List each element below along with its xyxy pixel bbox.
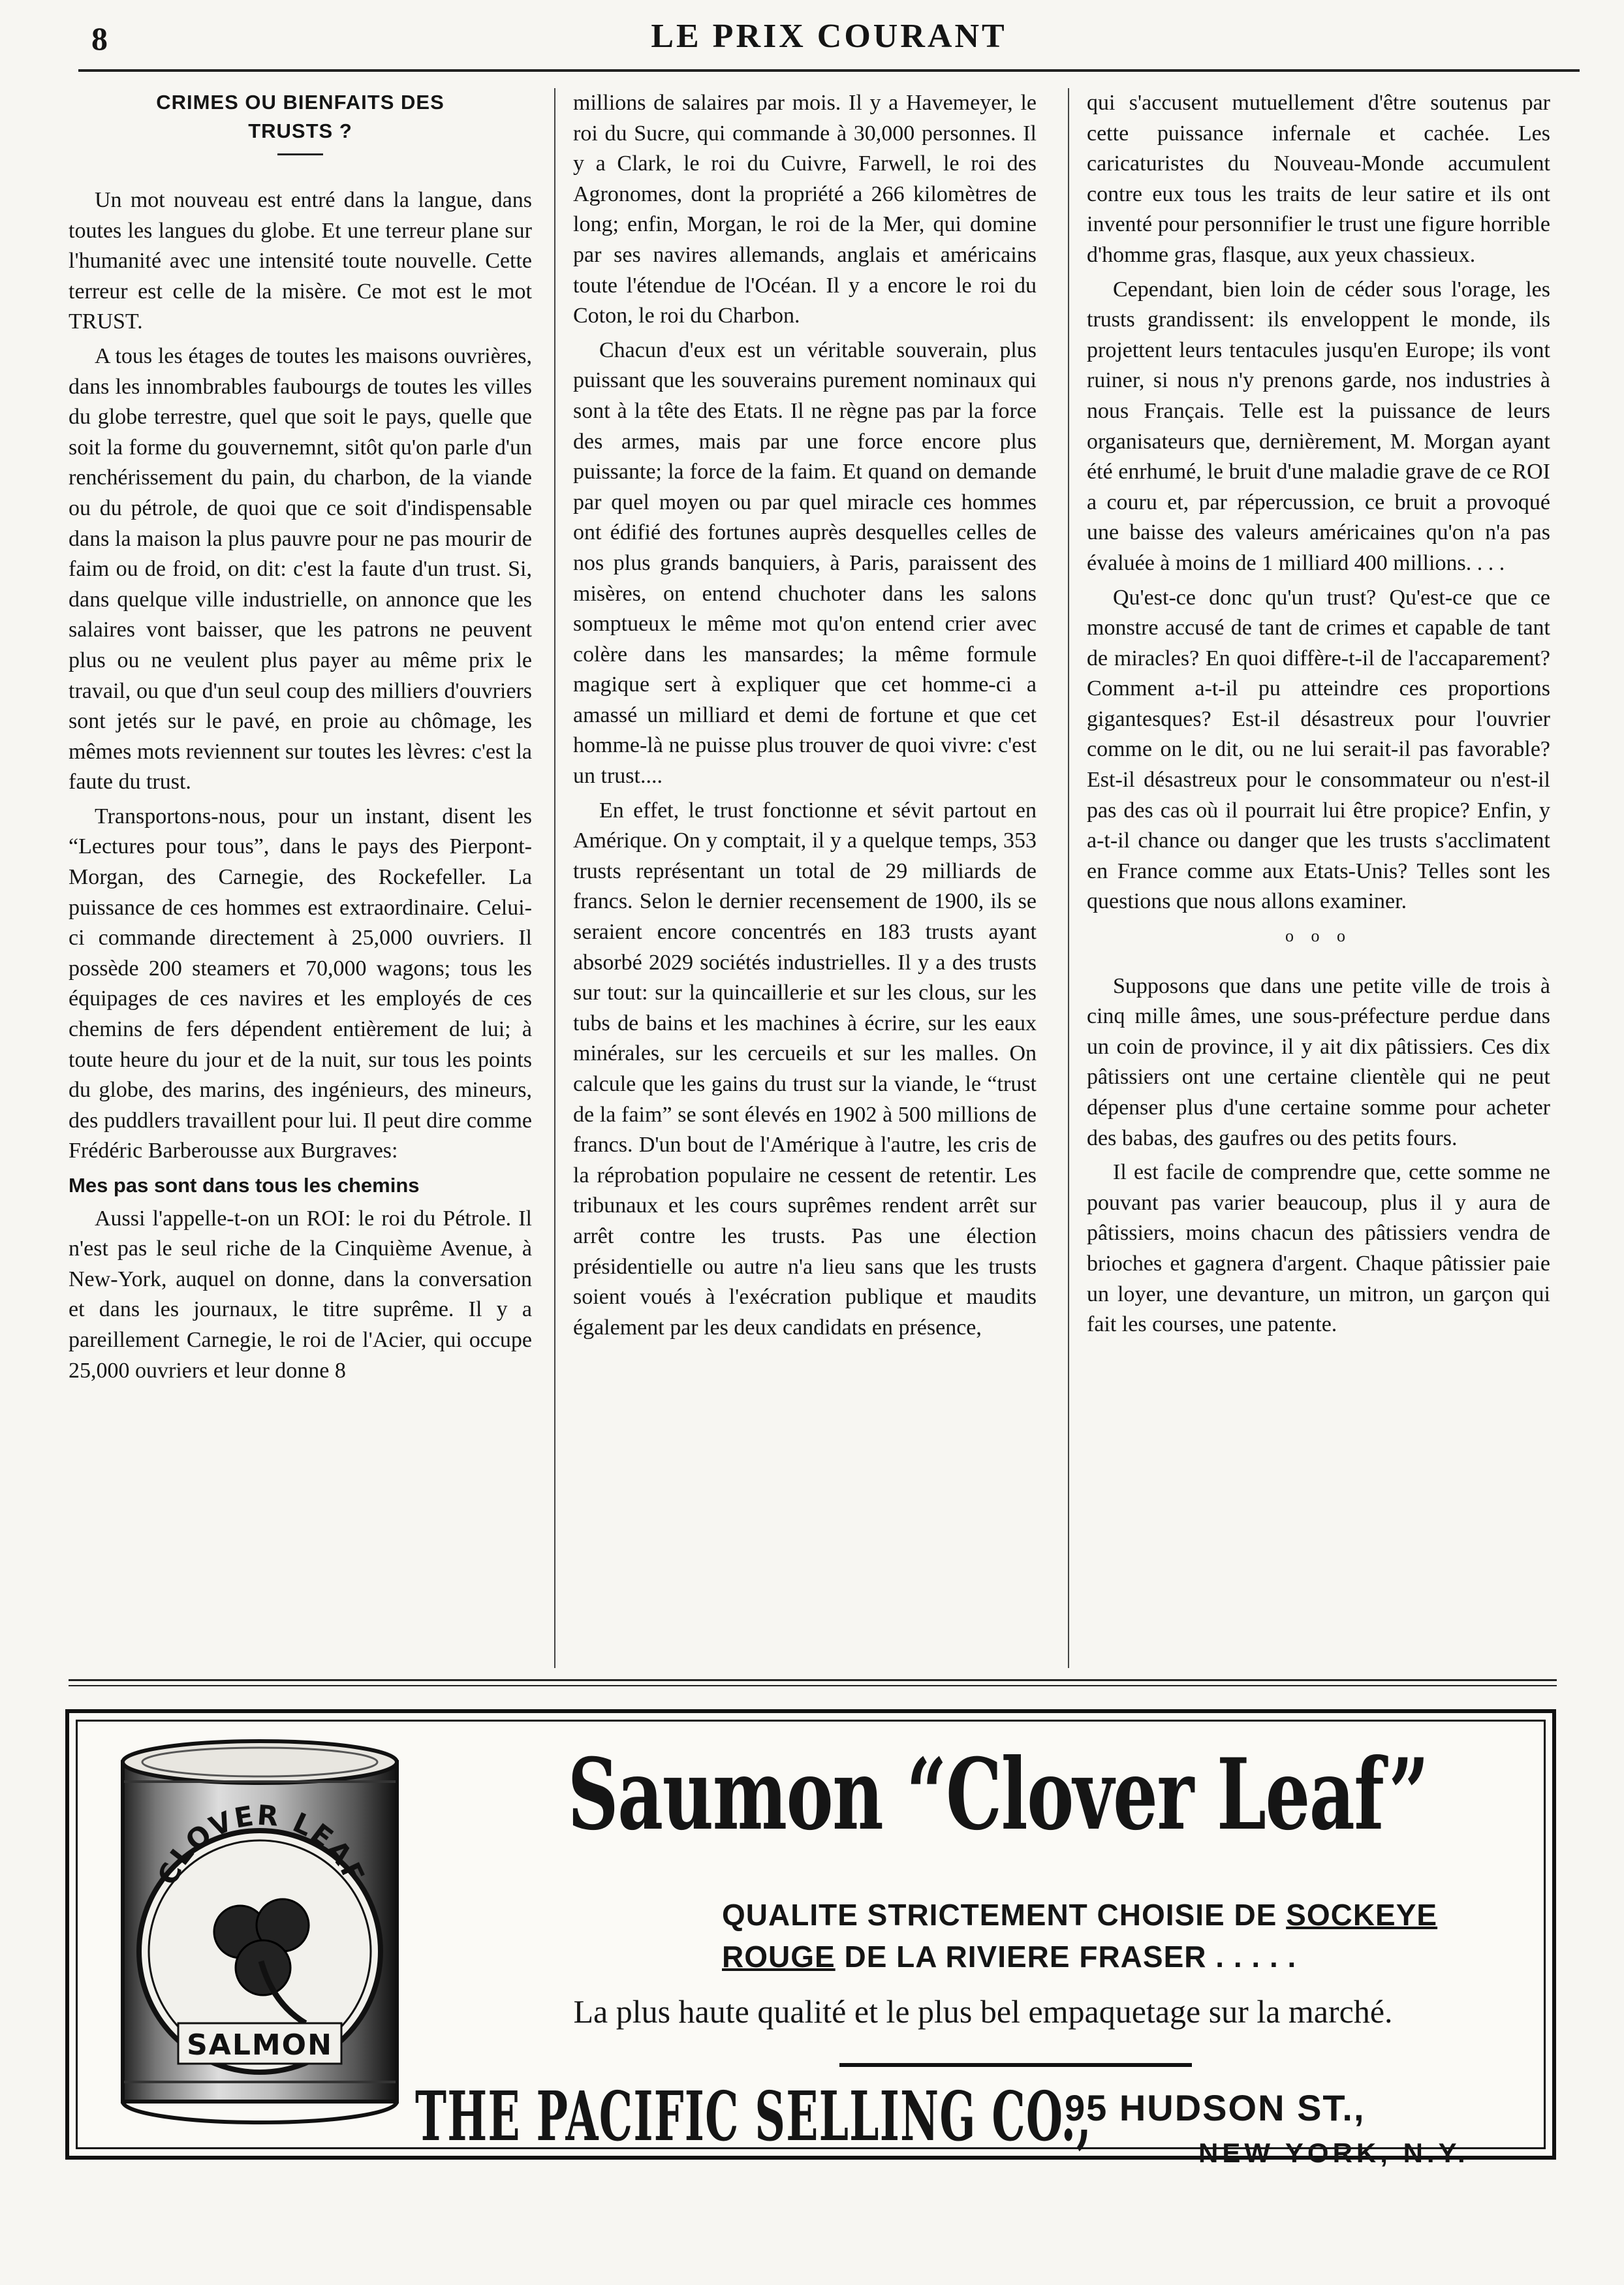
- ad-tagline: La plus haute qualité et le plus bel empaquetage sur la marché.: [573, 1993, 1393, 2030]
- ad-quality-text: QUALITE STRICTEMENT CHOISIE DE: [722, 1898, 1287, 1932]
- paragraph: En effet, le trust fonctionne et sévit partout en Amérique. On y comptait, il y a quelque temps, 353 trusts représentant un total de 29 milliards de francs. Selon le dernier recensement de 1900, ils se seraient encore concentrés en 183 trusts ayant absorbé 2029 sociétés industrielles. Il y a des trusts sur tout: sur la quincaillerie et sur les clous, sur les tubs de bains et les machines à écrire, sur les eaux minérales, sur les cercueils et sur les malles. On calcule que les gains du trust sur la viande, le “trust de la faim” se sont élevés en 1902 à 500 millions de francs. D'un bout de l'Amérique à l'autre, les cris de la réprobation populaire ne cessent de retentir. Les tribunaux et les cours suprêmes rendent arrêt sur arrêt contre les trusts. Pas une élection présidentielle ou autre n'a lieu sans que les trusts soient voués à l'exécration publique et maudits également par les deux candidats en présence,: [573, 798, 1037, 1340]
- quote-subhead: Mes pas sont dans tous les chemins: [69, 1174, 420, 1197]
- ad-sockeye-word: SOCKEYE: [1286, 1898, 1438, 1932]
- title-rule: [277, 153, 323, 155]
- article-title: [69, 88, 532, 146]
- ad-street-address: 95 HUDSON ST.,: [1065, 2087, 1366, 2128]
- ad-company-name: THE PACIFIC SELLING CO.,: [415, 2076, 1092, 2156]
- salmon-can-illustration: [110, 1736, 410, 2128]
- can-label-top: CLOVER LEAF: [151, 1799, 372, 1890]
- paragraph: Il est facile de comprendre que, cette somme ne pouvant pas varier beaucoup, plus il y aura de pâtissiers, moins chacun des pâtissiers vendra de brioches et gagnera d'argent. Chaque pâtissier paie un loyer, une devanture, un mitron, un garçon qui fait les courses, une patente.: [1087, 1160, 1550, 1337]
- ad-river-text: DE LA RIVIERE FRASER . . . . .: [835, 1940, 1297, 1974]
- advertisement: [65, 1709, 1556, 2168]
- article-title-line-1: CRIMES OU BIENFAITS DES: [156, 91, 445, 114]
- paragraph: qui s'accusent mutuellement d'être soutenus par cette puissance infernale et cachée. Les caricaturistes du Nouveau-Monde accumulent contre eux tous les traits de leur satire et ils ont inventé pour personnifier le trust une figure horrible d'homme gras, flasque, aux yeux chassieux.: [1087, 91, 1550, 267]
- paragraph: Aussi l'appelle-t-on un ROI: le roi du Pétrole. Il n'est pas le seul riche de la Cinquième Avenue, à New-York, auquel on donne, dans la conversation et dans les journaux, le titre suprême. Il y a pareillement Carnegie, le roi de l'Acier, qui occupe 25,000 ouvriers et leur donne 8: [69, 1206, 532, 1383]
- can-label-bottom: SALMON: [187, 2028, 333, 2062]
- ad-headline: Saumon “Clover Leaf”: [567, 1737, 1429, 1852]
- ad-rule: [839, 2063, 1192, 2067]
- article-column-3: [1087, 88, 1550, 1668]
- paragraph: millions de salaires par mois. Il y a Havemeyer, le roi du Sucre, qui commande à 30,000 personnes. Il y a Clark, le roi du Cuivre, Farwell, le roi des Agronomes, dont la propriété a 266 kilomètres de long; enfin, Morgan, le roi de la Mer, qui domine par ses navires allemands, anglais et américains toute l'étendue de l'Océan. Il y a encore le roi du Coton, le roi du Charbon.: [573, 91, 1037, 328]
- article-column-1: [69, 88, 532, 1668]
- newspaper-title: LE PRIX COURANT: [651, 18, 1007, 55]
- article-column-2: [573, 88, 1037, 1668]
- column-rule: [1068, 88, 1069, 1668]
- article-title-line-2: TRUSTS ?: [248, 119, 352, 142]
- ad-river-line: [722, 1939, 1296, 1974]
- paragraph: A tous les étages de toutes les maisons ouvrières, dans les innombrables faubourgs de toutes les villes du globe terrestre, quel que soit le pays, quelle que soit la forme du gouvernemnt, sitôt qu'on parle d'un renchérissement du pain, du charbon, de la viande ou du pétrole, de quoi que ce soit d'indispensable dans la maison la plus pauvre pour ne pas mourir de faim ou de froid, on dit: c'est la faute d'un trust. Si, dans quelque ville industrielle, on annonce que les salaires vont baisser, que les patrons ne peuvent plus ou ne veulent plus payer au même prix le travail, ou que d'un seul coup des milliers d'ouvriers sont jetés sur le pavé, en proie au chômage, les mêmes mots reviennent sur toutes les lèvres: c'est la faute du trust.: [69, 343, 532, 795]
- paragraph: Qu'est-ce donc qu'un trust? Qu'est-ce que ce monstre accusé de tant de crimes et capable de tant de miracles? En quoi diffère-t-il de l'accaparement? Comment a-t-il pu atteindre ces proportions gigantesques? Est-il désastreux pour l'ouvrier comme on le dit, ou ne lui serait-il pas favorable? Est-il désastreux pour le consommateur ou n'est-il pas des cas où il pourrait lui être propice? Enfin, y a-t-il chance ou danger que les trusts s'acclimatent en France comme aux Etats-Unis? Telles sont les questions que nous allons examiner.: [1087, 585, 1550, 914]
- header-rule: [78, 69, 1580, 72]
- paragraph: Supposons que dans une petite ville de trois à cinq mille âmes, une sous-préfecture perdue dans un coin de province, il y ait dix pâtissiers. Ces dix pâtissiers ont une certaine clientèle qui ne peut dépenser plus d'une certaine somme pour acheter des babas, des gaufres ou des petits fours.: [1087, 973, 1550, 1150]
- paragraph: Un mot nouveau est entré dans la langue, dans toutes les langues du globe. Et une terreur plane sur l'humanité avec une intensité toute nouvelle. Cette terreur est celle de la misère. Ce mot est le mot TRUST.: [69, 188, 532, 334]
- paragraph: Cependant, bien loin de céder sous l'orage, les trusts grandissent: ils enveloppent le monde, ils projettent leurs tentacules jusqu'en Europe; ils vont ruiner, si nous n'y prenons garde, nos industries à nous Français. Telle est la puissance de leurs organisateurs que, dernièrement, M. Morgan ayant été enrhumé, le bruit d'une maladie grave de ce ROI a couru et, par répercussion, ce bruit a provoqué une baisse des valeurs américaines qu'on n'a pas évaluée à moins de 1 milliard 400 millions. . . .: [1087, 277, 1550, 575]
- paragraph: Transportons-nous, pour un instant, disent les “Lectures pour tous”, dans le pays des Pierpont-Morgan, des Carnegie, des Rockefeller. La puissance de ces hommes est extraordinaire. Celui-ci commande directement à 25,000 ouvriers. Il possède 200 steamers et 70,000 wagons; tous les équipages de ces navires et les employés de ces chemins de fers dépendent entièrement de lui; à toute heure du jour et de la nuit, sur tous les points du globe, des marins, des ingénieurs, des mineurs, des puddlers travaillent pour lui. Il peut dire comme Frédéric Barberousse aux Burgraves:: [69, 804, 532, 1163]
- paragraph: Chacun d'eux est un véritable souverain, plus puissant que les souverains purement nominaux qui sont à la tête des Etats. Il ne règne pas par la force des armes, mais par une force encore plus puissante; la force de la faim. Et quand on demande par quel moyen ou par quel miracle ces hommes ont édifié des fortunes auprès desquelles celles de nos plus grands banquiers, à Paris, paraissent des misères, on entend chuchoter dans les salons somptueux le même mot qu'on entend crier avec colère dans les mansardes; la même formule magique sert à expliquer que cet homme-ci a amassé un milliard et demi de fortune et que cet homme-là ne puisse plus trouver de quoi vivre: c'est un trust....: [573, 338, 1037, 789]
- page-number: 8: [91, 20, 108, 57]
- ad-rouge-word: ROUGE: [722, 1940, 835, 1974]
- section-rule: [69, 1685, 1557, 1686]
- page-header: [78, 14, 1580, 73]
- ad-quality-line: [722, 1897, 1437, 1932]
- section-separator: o o o: [1285, 926, 1352, 946]
- section-rule: [69, 1679, 1557, 1681]
- column-rule: [554, 88, 555, 1668]
- ad-city: NEW YORK, N.Y.: [1198, 2137, 1469, 2168]
